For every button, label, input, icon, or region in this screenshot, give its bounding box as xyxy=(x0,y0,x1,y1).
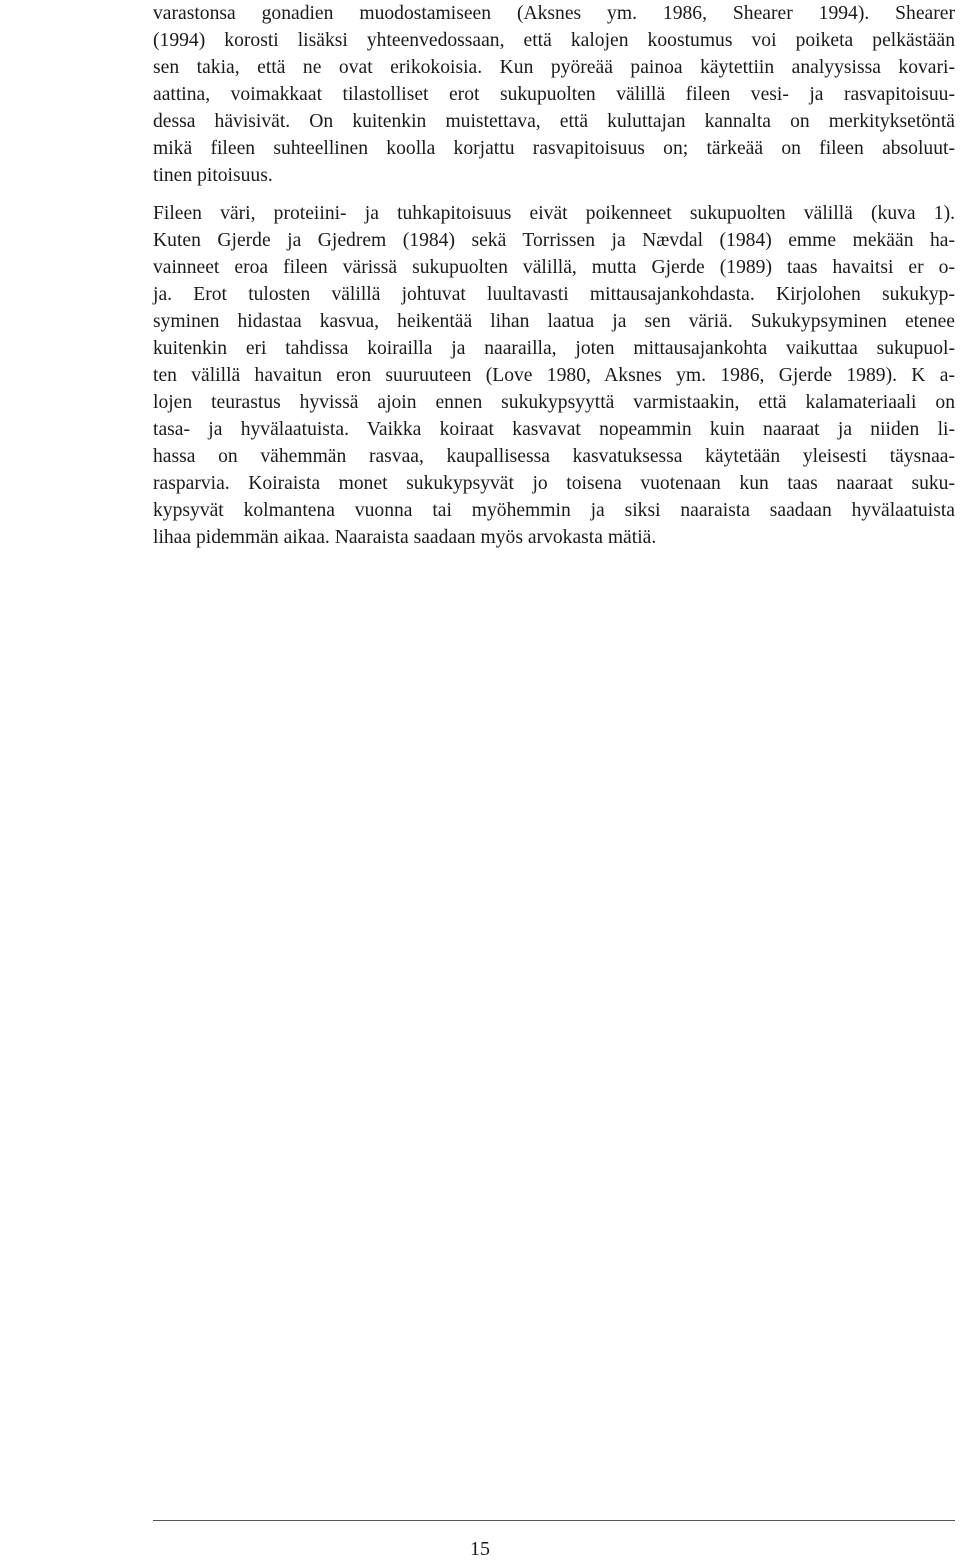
footer-rule xyxy=(153,1520,955,1521)
text-line: ten välillä havaitun eron suuruuteen (Love 1980, Aksnes ym. 1986, Gjerde 1989). K a- xyxy=(153,365,955,386)
text-line: lojen teurastus hyvissä ajoin ennen sukukypsyyttä varmistaakin, että kalamateriaali on xyxy=(153,392,955,413)
text-line: sen takia, että ne ovat erikokoisia. Kun pyöreää painoa käytettiin analyysissa kovari- xyxy=(153,57,955,78)
paragraph-1 xyxy=(153,0,955,189)
document-body xyxy=(153,0,955,551)
page-number xyxy=(0,1537,960,1561)
text-line: syminen hidastaa kasvua, heikentää lihan laatua ja sen väriä. Sukukypsyminen etenee xyxy=(153,311,955,332)
text-line: dessa hävisivät. On kuitenkin muistettava, että kuluttajan kannalta on merkityksetöntä xyxy=(153,111,955,132)
text-line: Fileen väri, proteiini- ja tuhkapitoisuus eivät poikenneet sukupuolten välillä (kuva 1). xyxy=(153,203,955,224)
text-line: rasparvia. Koiraista monet sukukypsyvät jo toisena vuotenaan kun taas naaraat suku- xyxy=(153,473,955,494)
text-line: vainneet eroa fileen värissä sukupuolten välillä, mutta Gjerde (1989) taas havaitsi er o- xyxy=(153,257,955,278)
text-line: lihaa pidemmän aikaa. Naaraista saadaan myös arvokasta mätiä. xyxy=(153,527,657,548)
text-line: Kuten Gjerde ja Gjedrem (1984) sekä Torrissen ja Nævdal (1984) emme mekään ha- xyxy=(153,230,955,251)
text-line: mikä fileen suhteellinen koolla korjattu rasvapitoisuus on; tärkeää on fileen absoluut- xyxy=(153,138,955,159)
text-line: varastonsa gonadien muodostamiseen (Aksnes ym. 1986, Shearer 1994). Shearer xyxy=(153,3,955,24)
text-line: (1994) korosti lisäksi yhteenvedossaan, että kalojen koostumus voi poiketa pelkästään xyxy=(153,30,955,51)
text-line: tasa- ja hyvälaatuista. Vaikka koiraat kasvavat nopeammin kuin naaraat ja niiden li- xyxy=(153,419,955,440)
text-line: kuitenkin eri tahdissa koirailla ja naarailla, joten mittausajankohta vaikuttaa sukupuol- xyxy=(153,338,955,359)
text-line: tinen pitoisuus. xyxy=(153,165,273,186)
text-line: aattina, voimakkaat tilastolliset erot sukupuolten välillä fileen vesi- ja rasvapitoisuu- xyxy=(153,84,955,105)
paragraph-2 xyxy=(153,200,955,551)
page-number-label: 15 xyxy=(470,1538,490,1560)
text-line: hassa on vähemmän rasvaa, kaupallisessa kasvatuksessa käytetään yleisesti täysnaa- xyxy=(153,446,955,467)
text-line: ja. Erot tulosten välillä johtuvat luultavasti mittausajankohdasta. Kirjolohen sukukyp- xyxy=(153,284,955,305)
text-line: kypsyvät kolmantena vuonna tai myöhemmin ja siksi naaraista saadaan hyvälaatuista xyxy=(153,500,955,521)
